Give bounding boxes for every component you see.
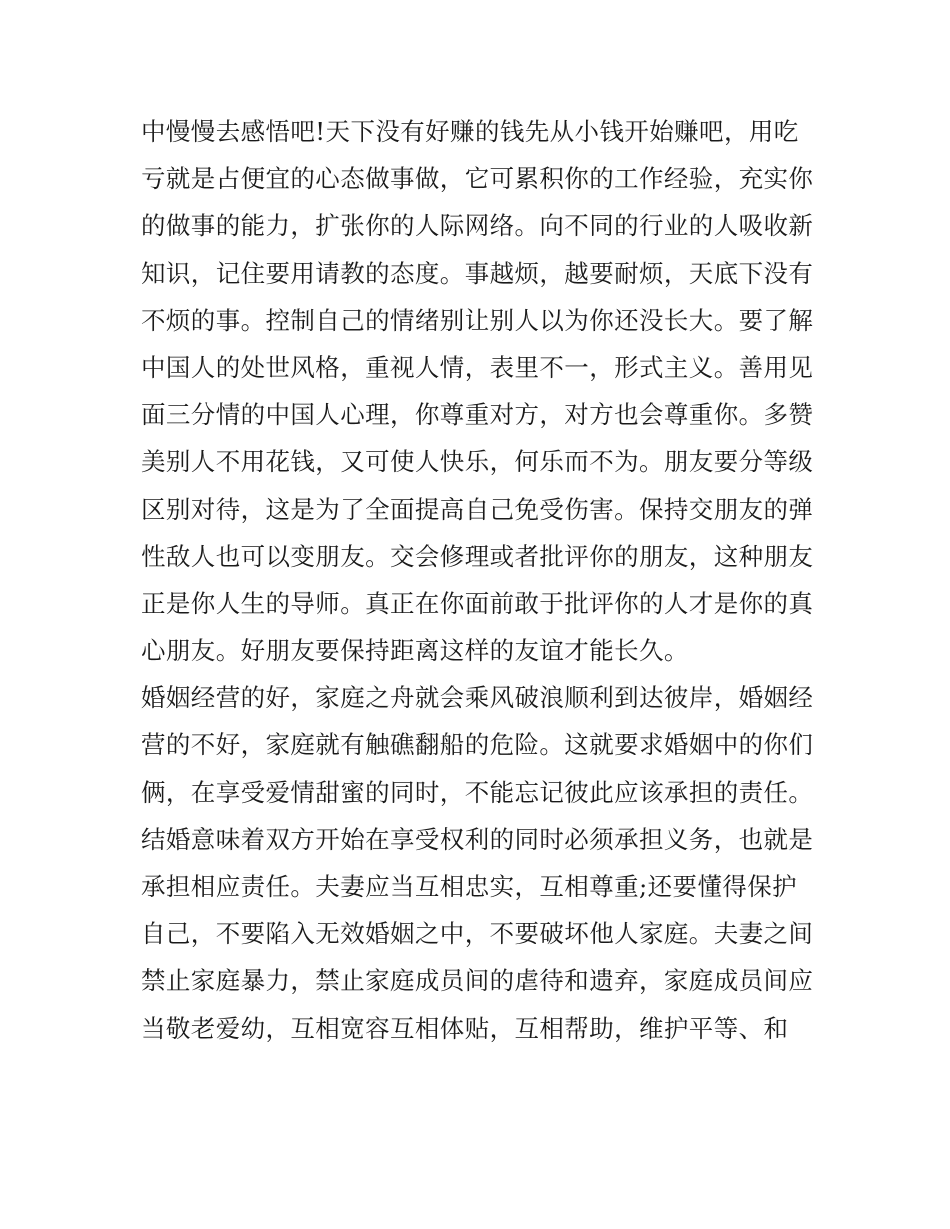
- text-line: 亏就是占便宜的心态做事做，它可累积你的工作经验，充实你: [141, 164, 814, 194]
- text-line: 性敌人也可以变朋友。交会修理或者批评你的朋友，这种朋友: [141, 541, 814, 571]
- text-line: 禁止家庭暴力，禁止家庭成员间的虐待和遗弃，家庭成员间应: [141, 966, 814, 996]
- text-line: 正是你人生的导师。真正在你面前敢于批评你的人才是你的真: [141, 588, 814, 618]
- text-line: 结婚意味着双方开始在享受权利的同时必须承担义务，也就是: [141, 824, 814, 854]
- text-line: 区别对待，这是为了全面提高自己免受伤害。保持交朋友的弹: [141, 494, 814, 524]
- text-line: 承担相应责任。夫妻应当互相忠实，互相尊重;还要懂得保护: [141, 872, 798, 901]
- text-line: 俩，在享受爱情甜蜜的同时，不能忘记彼此应该承担的责任。: [141, 777, 814, 807]
- text-line: 中国人的处世风格，重视人情，表里不一，形式主义。善用见: [141, 352, 814, 382]
- text-line: 面三分情的中国人心理，你尊重对方，对方也会尊重你。多赞: [141, 400, 814, 430]
- text-line: 不烦的事。控制自己的情绪别让别人以为你还没长大。要了解: [141, 305, 814, 335]
- body-text: [141, 108, 821, 1052]
- text-line: 心朋友。好朋友要保持距离这样的友谊才能长久。: [141, 636, 689, 666]
- text-line: 当敬老爱幼，互相宽容互相体贴，互相帮助，维护平等、和: [141, 1013, 789, 1043]
- text-line: 知识，记住要用请教的态度。事越烦，越要耐烦，天底下没有: [141, 258, 814, 288]
- text-line: 中慢慢去感悟吧!天下没有好赚的钱先从小钱开始赚吧，用吃: [141, 117, 799, 146]
- text-line: 的做事的能力，扩张你的人际网络。向不同的行业的人吸收新: [141, 211, 814, 241]
- text-line: 婚姻经营的好，家庭之舟就会乘风破浪顺利到达彼岸，婚姻经: [141, 683, 814, 713]
- text-line: 美别人不用花钱，又可使人快乐，何乐而不为。朋友要分等级: [141, 447, 814, 477]
- text-line: 自己，不要陷入无效婚姻之中，不要破坏他人家庭。夫妻之间: [141, 919, 814, 949]
- text-line: 营的不好，家庭就有触礁翻船的危险。这就要求婚姻中的你们: [141, 730, 814, 760]
